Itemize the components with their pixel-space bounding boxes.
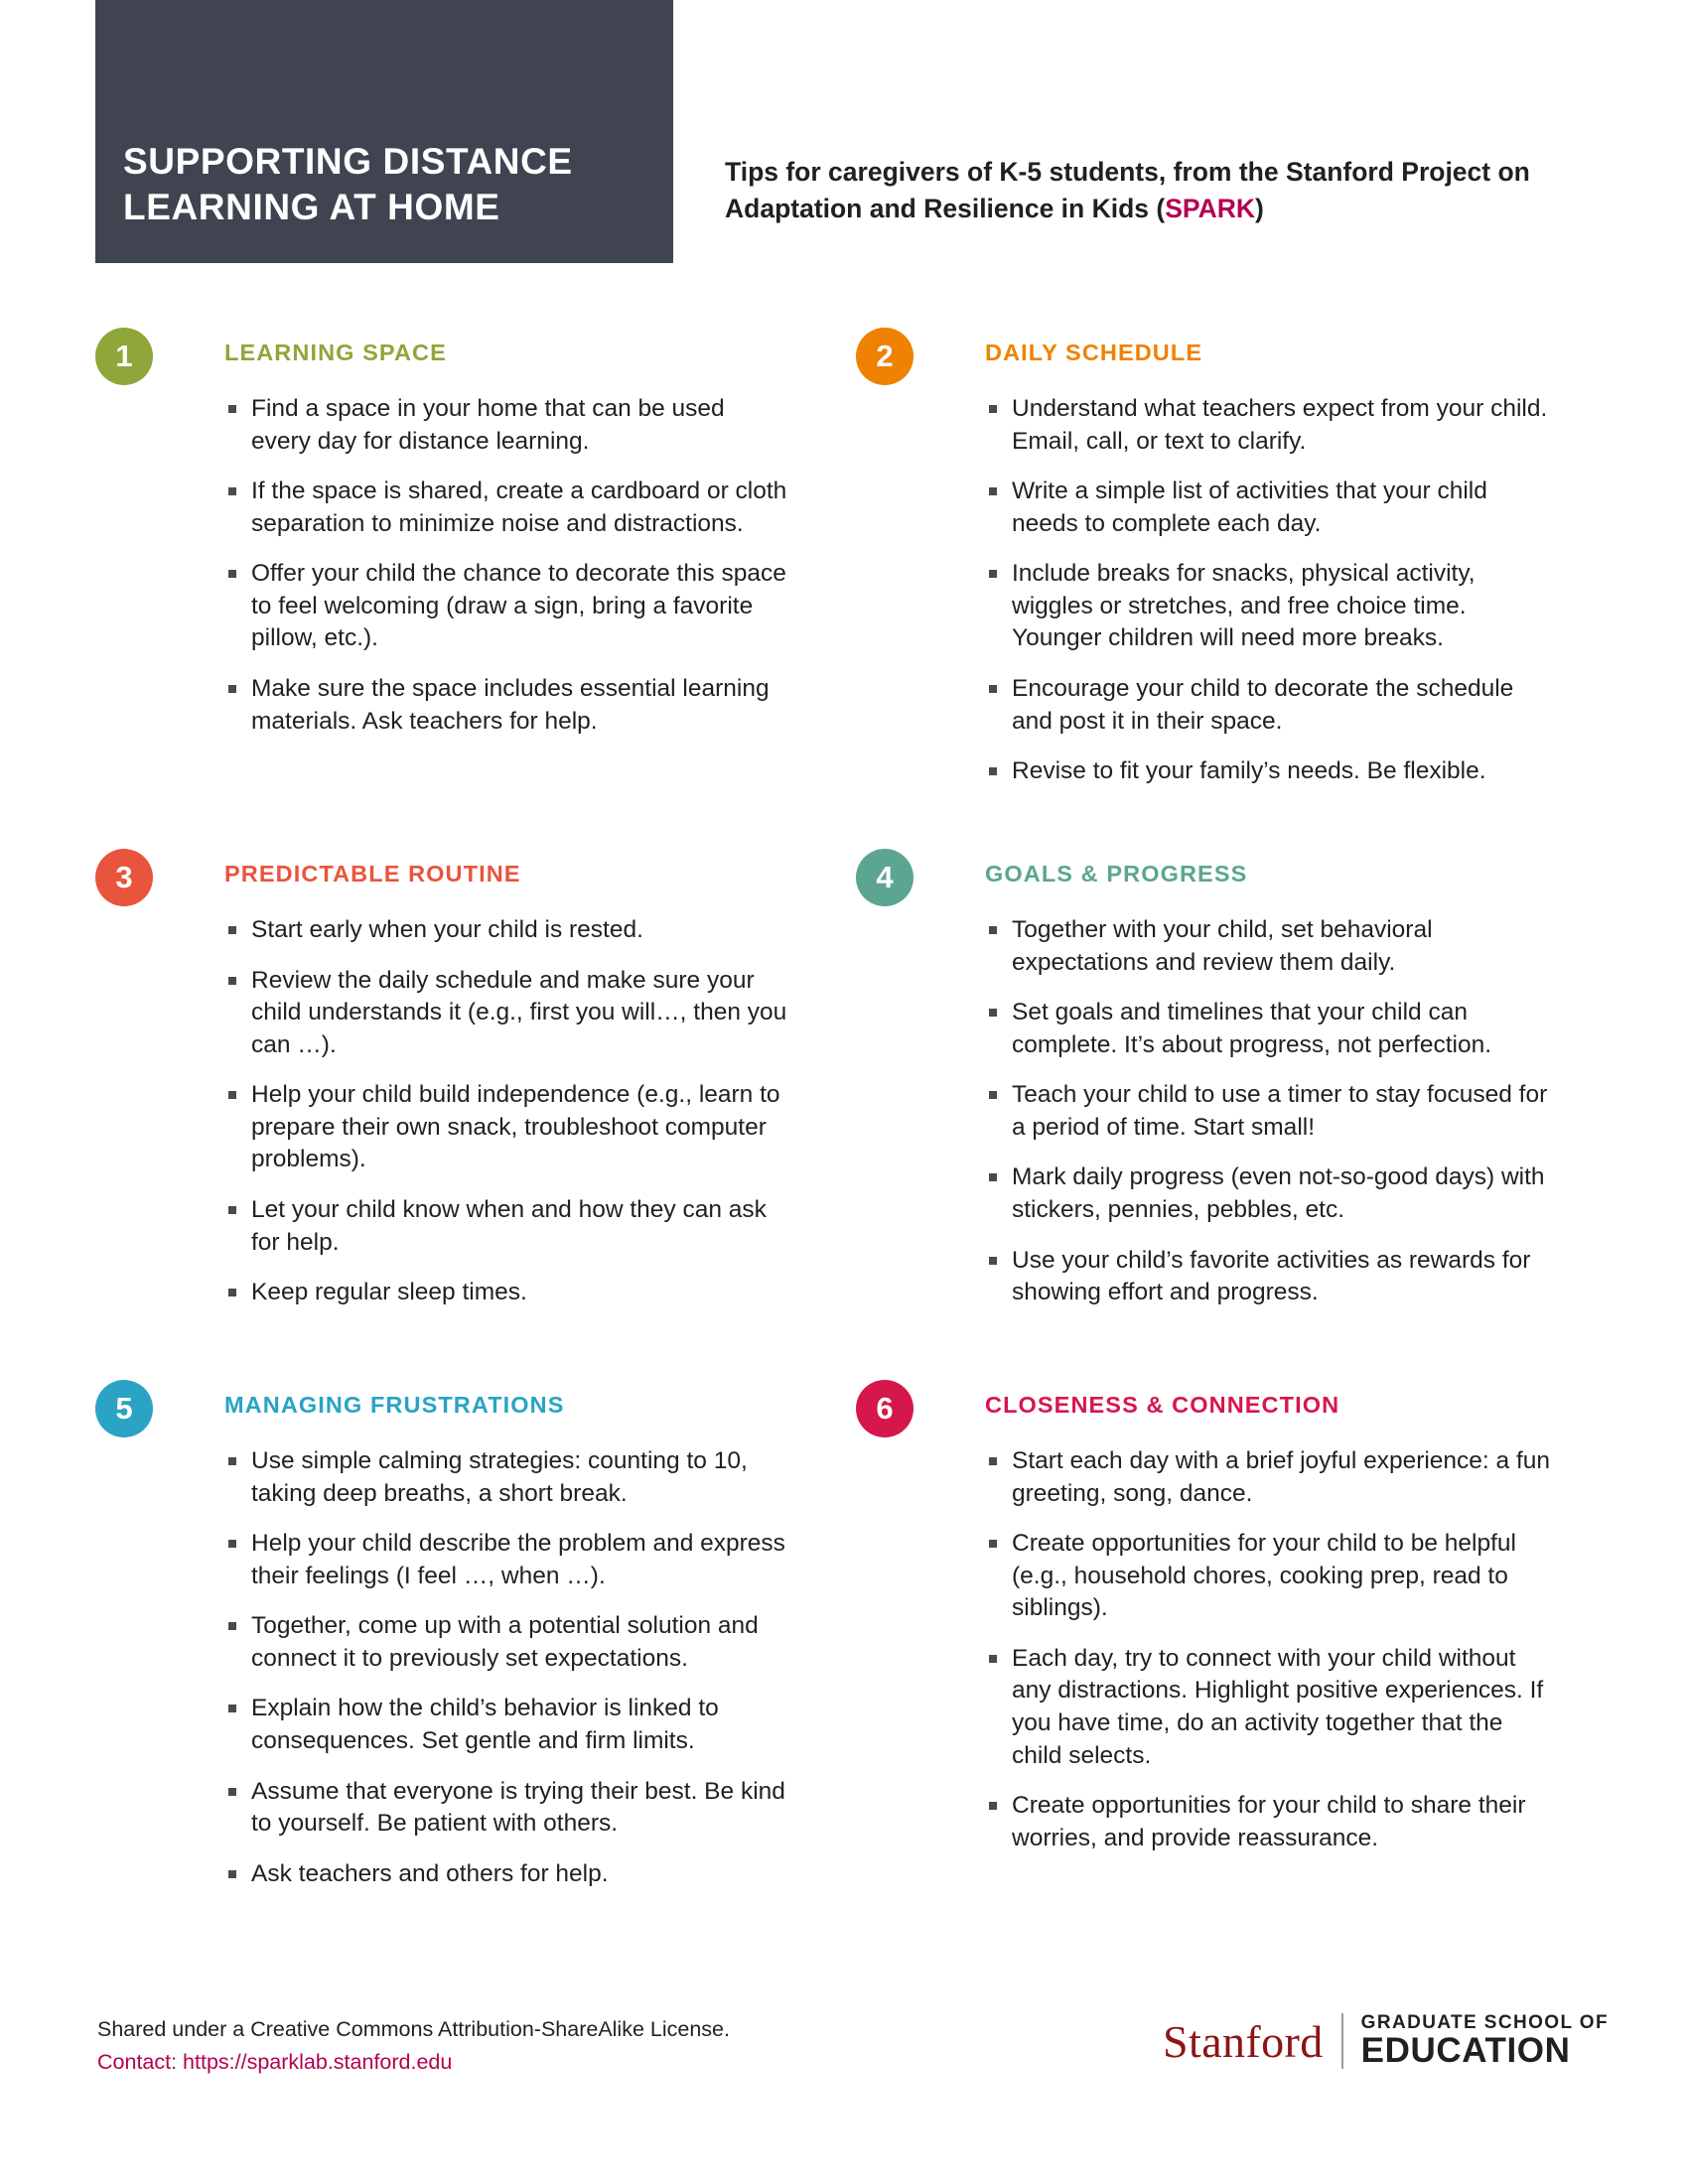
section-number-badge: 3	[95, 849, 153, 906]
stanford-gse-logo	[1163, 2005, 1609, 2077]
section-bullet-list	[985, 393, 1551, 806]
list-item: Help your child describe the problem and express their feelings (I feel …, when …).	[224, 1528, 790, 1592]
section-title: MANAGING FRUSTRATIONS	[224, 1392, 565, 1418]
list-item: If the space is shared, create a cardboard or cloth separation to minimize noise and distractions.	[224, 476, 790, 540]
list-item: Start early when your child is rested.	[224, 914, 790, 947]
section-title: CLOSENESS & CONNECTION	[985, 1392, 1340, 1418]
list-item: Together, come up with a potential solution and connect it to previously set expectations.	[224, 1610, 790, 1675]
list-item: Understand what teachers expect from your child. Email, call, or text to clarify.	[985, 393, 1551, 458]
graduate-school-label: GRADUATE SCHOOL OF	[1360, 2011, 1609, 2033]
list-item: Include breaks for snacks, physical activity, wiggles or stretches, and free choice time. Younger children will need more breaks.	[985, 558, 1551, 655]
section-title: GOALS & PROGRESS	[985, 861, 1248, 887]
list-item: Set goals and timelines that your child can complete. It’s about progress, not perfection.	[985, 997, 1551, 1061]
document-header	[0, 0, 1688, 266]
list-item: Review the daily schedule and make sure your child understands it (e.g., first you will…, then you can …).	[224, 965, 790, 1062]
license-text: Shared under a Creative Commons Attribution-ShareAlike License.	[97, 2017, 730, 2041]
logo-text-block	[1343, 2013, 1609, 2070]
section-bullet-list	[224, 914, 790, 1327]
section-title: LEARNING SPACE	[224, 340, 447, 365]
list-item: Create opportunities for your child to be helpful (e.g., household chores, cooking prep, read to siblings).	[985, 1528, 1551, 1625]
section-bullet-list	[985, 914, 1551, 1327]
list-item: Ask teachers and others for help.	[224, 1858, 790, 1891]
list-item: Start each day with a brief joyful experience: a fun greeting, song, dance.	[985, 1445, 1551, 1510]
list-item: Write a simple list of activities that your child needs to complete each day.	[985, 476, 1551, 540]
list-item: Use your child’s favorite activities as rewards for showing effort and progress.	[985, 1245, 1551, 1309]
list-item: Each day, try to connect with your child without any distractions. Highlight positive experiences. If you have time, do an activity together that the child selects.	[985, 1643, 1551, 1772]
section-bullet-list	[224, 1445, 790, 1908]
list-item: Create opportunities for your child to share their worries, and provide reassurance.	[985, 1790, 1551, 1854]
spark-acronym: SPARK	[1165, 194, 1255, 224]
document-footer	[0, 1995, 1688, 2184]
education-label: EDUCATION	[1360, 2030, 1571, 2070]
list-item: Offer your child the chance to decorate this space to feel welcoming (draw a sign, bring a favorite pillow, etc.).	[224, 558, 790, 655]
section-number-badge: 4	[856, 849, 914, 906]
stanford-wordmark: Stanford	[1163, 2015, 1324, 2067]
list-item: Help your child build independence (e.g., learn to prepare their own snack, troubleshoot computer problems).	[224, 1079, 790, 1176]
section-title: DAILY SCHEDULE	[985, 340, 1203, 365]
list-item: Assume that everyone is trying their best. Be kind to yourself. Be patient with others.	[224, 1776, 790, 1841]
list-item: Make sure the space includes essential learning materials. Ask teachers for help.	[224, 673, 790, 738]
list-item: Together with your child, set behavioral expectations and review them daily.	[985, 914, 1551, 979]
list-item: Mark daily progress (even not-so-good days) with stickers, pennies, pebbles, etc.	[985, 1161, 1551, 1226]
list-item: Keep regular sleep times.	[224, 1277, 790, 1309]
list-item: Revise to fit your family’s needs. Be flexible.	[985, 755, 1551, 788]
section-bullet-list	[985, 1445, 1551, 1872]
page-title: SUPPORTING DISTANCE LEARNING AT HOME	[123, 141, 573, 228]
subtitle-text-1: Tips for caregivers of K-5 students, from the Stanford Project on Adaptation and Resilience in Kids (	[725, 157, 1530, 224]
list-item: Find a space in your home that can be used every day for distance learning.	[224, 393, 790, 458]
section-number-badge: 2	[856, 328, 914, 385]
list-item: Teach your child to use a timer to stay focused for a period of time. Start small!	[985, 1079, 1551, 1144]
section-number-badge: 6	[856, 1380, 914, 1437]
contact-link[interactable]: Contact: https://sparklab.stanford.edu	[97, 2050, 453, 2074]
subtitle-text-2: )	[1255, 194, 1264, 224]
list-item: Let your child know when and how they can ask for help.	[224, 1194, 790, 1259]
section-title: PREDICTABLE ROUTINE	[224, 861, 521, 887]
list-item: Use simple calming strategies: counting to 10, taking deep breaths, a short break.	[224, 1445, 790, 1510]
list-item: Explain how the child’s behavior is linked to consequences. Set gentle and firm limits.	[224, 1693, 790, 1757]
section-bullet-list	[224, 393, 790, 755]
section-number-badge: 1	[95, 328, 153, 385]
section-number-badge: 5	[95, 1380, 153, 1437]
list-item: Encourage your child to decorate the schedule and post it in their space.	[985, 673, 1551, 738]
header-subtitle	[725, 154, 1549, 227]
